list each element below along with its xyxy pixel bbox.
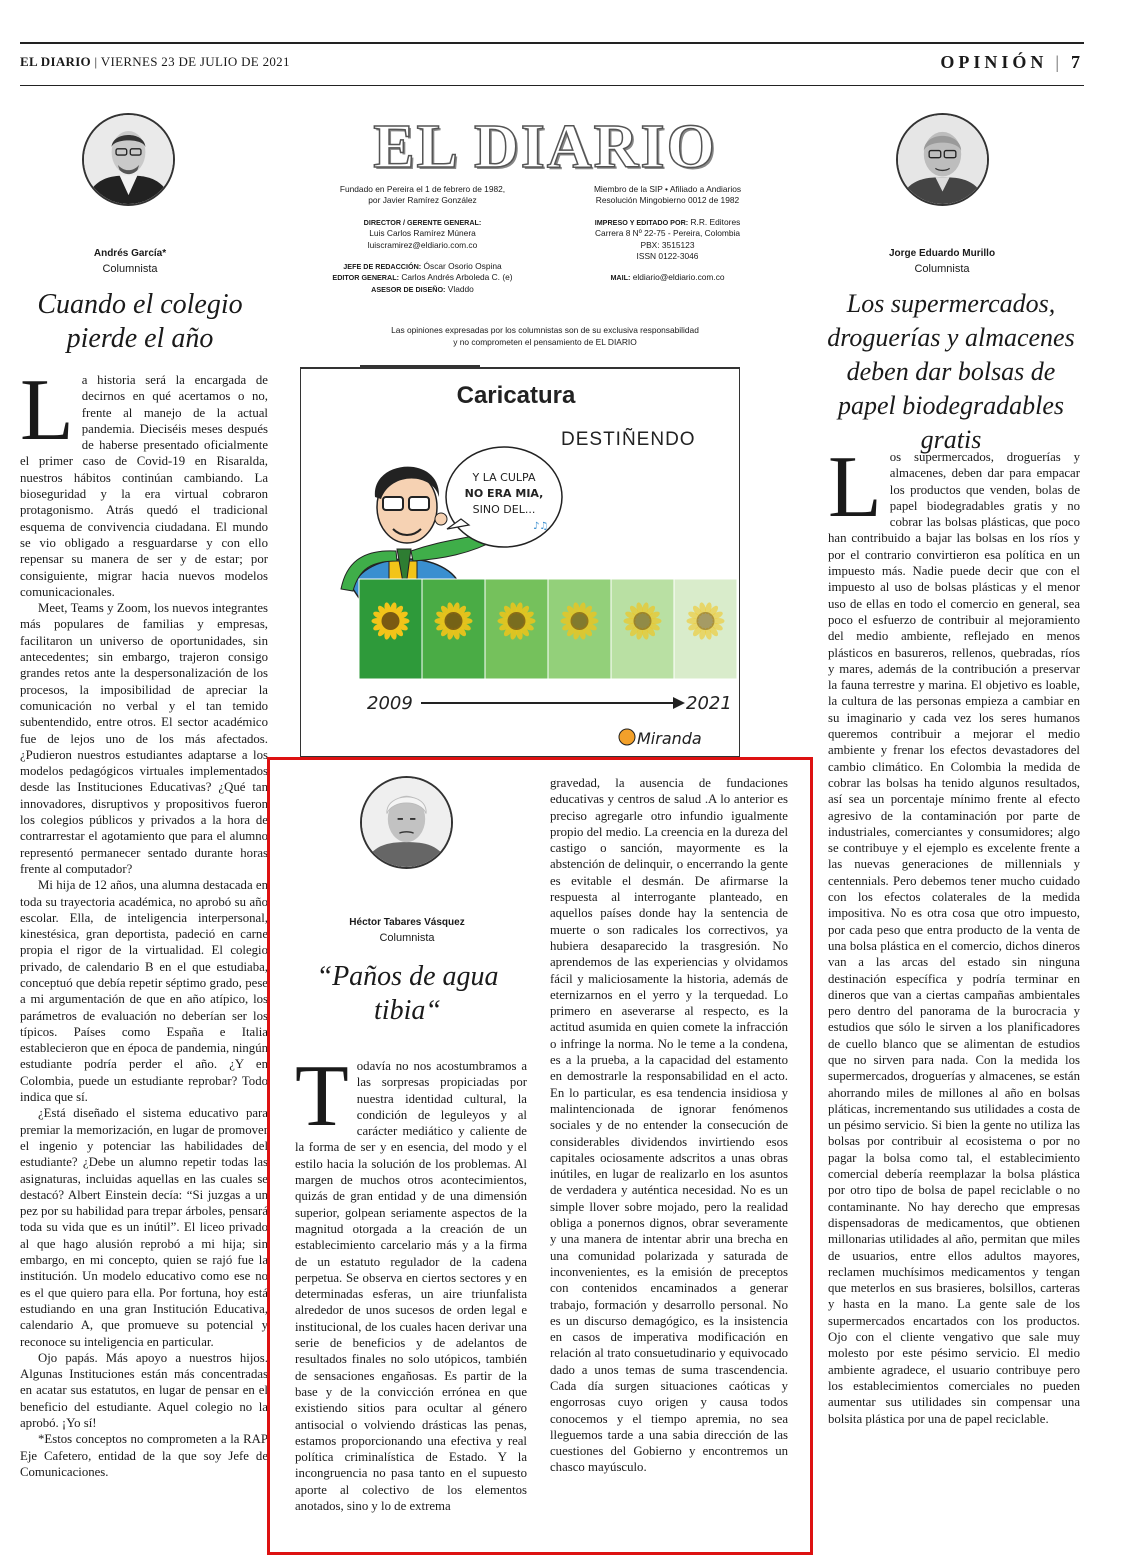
disclaimer xyxy=(300,324,790,348)
sunflower-icon xyxy=(508,612,526,630)
page-header-bar xyxy=(20,42,1084,86)
paragraph: Ojo papás. Más apoyo a nuestros hijos. Algunas Instituciones están más concentradas en acatar sus estatutos, en lugar de pensar en el beneficio del estudiante. Aquel colegio no la aprobó. ¡Yo sí! xyxy=(20,1350,268,1430)
speech-line-1: Y LA CULPA xyxy=(472,471,536,484)
issn: ISSN 0122-3046 xyxy=(636,251,699,262)
cartoon-signature: Miranda xyxy=(637,729,702,748)
paragraph: *Estos conceptos no comprometen a la RAP Eje Cafetero, entidad de la que soy Jefe de Comunicaciones. xyxy=(20,1432,268,1479)
paragraph: ¿Está diseñado el sistema educativo para premiar la memorización, en lugar de promover el ingenio y potenciar las habilidades del estudiante? ¿Debe un alumno repetir todas las asignaturas, incluidas aquellas en las cuales se destacó? Albert Einstein decía: “Si juzgas a un pez por su habilidad para trepar árboles, pensará toda su vida que es un inútil”. El liceo privado al que hago alusión reprobó a mi hija; sin embargo, en mi concepto, quien se rajó fue la institución. Un modelo educativo como ese no es el que quiero para ella. Por fortuna, hoy está estudiando en una gran Institución Educativa, calendario A, que promueve su potencial y reconoce su inteligencia en particular. xyxy=(20,1106,268,1349)
cartoon-box xyxy=(300,367,740,757)
header-divider: | xyxy=(94,54,101,69)
design-name: Vladdo xyxy=(447,283,474,294)
author-photo-center xyxy=(360,776,453,869)
founded-line-2: por Javier Ramírez González xyxy=(368,195,477,206)
design-label: ASESOR DE DISEÑO: xyxy=(371,284,446,294)
headline-center: “Paños de agua tibia“ xyxy=(316,961,499,1026)
cartoon-section-title: Caricatura xyxy=(456,382,576,409)
paragraph: Mi hija de 12 años, una alumna destacada en toda su trayectoria académica, no aprobó su año escolar. Ella, de inteligencia interpersonal, kinestésica, gran deportista, padeció en carne propia el rigor de la virtualidad. El colegio privado, de calendario B en el que estudiaba, conceptuó que debía repetir séptimo grado, pese a mi argumentación de que en año atípico, los parámetros de evaluación no deberían ser los típicos. Países como España e Italia establecieron que en época de pandemia, ningún estudiante podría perder el año. ¿Y en Colombia, puede un estudiante reprobar? Todo indica que sí. xyxy=(20,878,268,1105)
printed-label: IMPRESO Y EDITADO POR: xyxy=(594,217,689,227)
year-end: 2021 xyxy=(686,693,732,714)
author-name-center: Héctor Tabares Vásquez xyxy=(349,917,465,928)
year-start: 2009 xyxy=(367,693,413,714)
author-name-left: Andrés García* xyxy=(93,248,167,259)
paragraph: gravedad, la ausencia de fundaciones educativas y centros de salud .A lo anterior es preciso agregarle otro infundio igualmente propio del medio. La creencia en la dureza del castigo o sanción, mayormente es la abstención de delinquir, o encerrando la gente es evitable el desmán. De afirmarse la respuesta al interrogante planteado, en aquellos países donde hay la sentencia de muerte o son radicales los correctivos, ya hubiera desaparecido la trasgresión. No aprendemos de las experiencias y olvidamos fácil y maliciosamente la historia, además de eternizarnos en el yerro y la terquedad. Lo primero en aseverarse al respecto, es la actitud asumida en quien comete la infracción o infringe la norma. No le teme a la condena, es a la prueba, a la capacidad del estamento en demostrarle la responsabilidad en el acto. En lo particular, es esa tendencia insidiosa y malintencionada de ignorar fenómenos sociales y de no entender la consecución de considerables dividendos invirtiendo esos capitales ociosamente adscritos a unas obras inútiles, en lugar de realizarlo en los asuntos de verdadera y auténtica necesidad. No es un simple llover sobre mojado, pero la realidad obliga a ponernos dignos, obrar severamente y una manera de intentar abrir una brecha en una comunidad polarizada y saturada de inconvenientes, es la emisión de preceptos con contenidos encaminados a generar trabajo, formación y desarrollo personal. No es un discurso demagógico, es la insistencia en casos de imperativa modificación en relación al trato consuetudinario y equivocado dado a unos temas de suma trascendencia. Cada día surgen situaciones caóticas y engorrosas cuyo origen y causa todos conocemos y el tiempo apremia, no sea lleguemos tarde a una sabia dirección de las cuestiones del Gobierno y encontremos un chasco mayúsculo. xyxy=(550,776,788,1475)
paragraph: Meet, Teams y Zoom, los nuevos integrantes más populares de familias y empresas, facilitaron un universo de oportunidades, sin antecedentes; sin embargo, trajeron consigo grandes retos ante la despersonalización de los procesos, la imposibilidad de apreciar la comunicación no verbal y el tan temido subentendido, entre otros. El sector académico fue de lejos uno de los más afectados. ¿Pudieron nuestros estudiantes adaptarse a los modelos pedagógicos virtuales implementados desde las Instituciones Educativas? ¿Qué tan innovadores, disruptivos y propositivos fueron los colegios públicos y privados a la hora de contrarrestar el agotamiento que para el alumno representó permanecer sentado durante horas frente al computador? xyxy=(20,601,268,876)
author-photo-right xyxy=(896,113,989,206)
article-center-col-1 xyxy=(295,1048,527,1528)
disclaimer-line-1: Las opiniones expresadas por los columnistas son de su exclusiva responsabilidad xyxy=(391,325,699,335)
author-role-right: Columnista xyxy=(914,263,970,275)
speech-line-2: NO ERA MIA, xyxy=(464,487,544,500)
author-role-left: Columnista xyxy=(102,263,158,275)
author-photo-left xyxy=(82,113,175,206)
sunflower-icon xyxy=(382,612,400,630)
masthead-logo: EL DIARIO xyxy=(373,113,717,181)
director-email: luiscramirez@eldiario.com.co xyxy=(367,239,478,250)
mail-label: MAIL: xyxy=(610,273,631,283)
sunflower-icon xyxy=(571,612,589,630)
author-name-right: Jorge Eduardo Murillo xyxy=(888,248,996,259)
page-number: 7 xyxy=(1071,52,1084,72)
printed-value: R.R. Editores xyxy=(690,216,741,227)
headline-right: Los supermercados, droguerías y almacenes deben dar bolsas de papel biodegradables gratis xyxy=(827,289,1075,454)
issue-date: VIERNES 23 DE JULIO DE 2021 xyxy=(100,54,290,69)
header-right xyxy=(940,52,1084,73)
editor-name: Carlos Andrés Arboleda C. (e) xyxy=(401,272,513,283)
article-right-body xyxy=(828,439,1080,1549)
section-name: OPINIÓN xyxy=(940,52,1048,72)
speech-bubble xyxy=(446,447,562,547)
author-photo-center-image xyxy=(362,778,451,867)
pbx: PBX: 3515123 xyxy=(640,239,695,250)
masthead-left-block xyxy=(300,184,545,295)
author-role-center: Columnista xyxy=(379,932,435,944)
masthead-right-block xyxy=(545,184,790,284)
cartoon-illustration xyxy=(301,369,738,755)
author-photo-left-image xyxy=(84,115,173,204)
sunflower-icon xyxy=(634,612,652,630)
dropcap-right: L xyxy=(828,439,882,536)
dropcap-center: T xyxy=(295,1048,349,1145)
founded-line-1: Fundado en Pereira el 1 de febrero de 1982, xyxy=(339,184,506,194)
headline-left: Cuando el colegio pierde el año xyxy=(37,289,243,354)
member-line-2: Resolución Mingobierno 0012 de 1982 xyxy=(595,195,740,206)
author-photo-right-image xyxy=(898,115,987,204)
jefe-label: JEFE DE REDACCIÓN: xyxy=(343,262,422,272)
cartoon-top-rule xyxy=(360,365,480,367)
member-line-1: Miembro de la SIP • Afiliado a Andiarios xyxy=(593,184,742,194)
sunflower-icon xyxy=(697,612,715,630)
signature-icon xyxy=(619,729,635,745)
music-notes-icon: ♪♫ xyxy=(533,521,549,532)
paragraph: a historia será la encargada de decirnos en qué acertamos o no, frente al manejo de la actual pandemia. Dieciséis meses después de haberse presentado oficialmente el primer caso de Covid-19 en Risaralda, nuestros hábitos continúan cambiando. La bioseguridad y la era virtual cobraron protagonismo. Atrás quedó el tradicional esquema de convivencia ciudadana. El mundo se vio obligado a resguardarse y con ello repensar su manera de ser y de estar; por consiguiente, migrar hacia nuevos modelos comunicacionales. xyxy=(20,373,268,599)
director-name: Luis Carlos Ramírez Múnera xyxy=(369,228,476,239)
timeline-arrowhead xyxy=(673,697,685,709)
header-divider-right: | xyxy=(1055,52,1063,72)
color-panels xyxy=(359,579,737,679)
cartoon-title: DESTIÑENDO xyxy=(561,429,696,450)
editor-label: EDITOR GENERAL: xyxy=(332,273,399,283)
address: Carrera 8 Nº 22-75 - Pereira, Colombia xyxy=(594,228,741,239)
paper-name: EL DIARIO xyxy=(20,54,91,69)
director-label: DIRECTOR / GERENTE GENERAL: xyxy=(363,217,482,227)
article-center-col-2 xyxy=(550,775,788,1525)
paragraph: os supermercados, droguerías y almacenes, deben dar para empacar los productos que venden, bolas de papel biodegradables gratis y no cobrar las bolsas plásticas, que poco han contribuido a bajar las bolsas en los ríos y por el contrario convirtieron esa política en un impuesto más. Nadie puede decir que con el impuesto al uso de bolsas plásticas y el menor uso de ellas en todo el comercio en general, sea poco el esfuerzo de contribuir al mejoramiento del medio ambiente, reflejado en menos plásticos en basureros, rellenos, quebradas, ríos y mares, además de la contribución a preservar la fauna terrestre y marina. El objetivo es loable, la cultura de las personas empieza a cambiar en su imaginario y cada vez los seres humanos queremos contribuir a mejorar el medio ambiente y frenar los efectos devastadores del cambio climático. En Colombia la medida de cobrar las bolsas ha tenido algunos resultados, así sea un porcentaje mínimo frente al efecto agresivo de la contaminación por parte de industriales, comerciantes y consumidores; algo se contribuye y el ejemplo es excelente frente a las nuevas generaciones de millennials y centennials. Pero debemos tener mucho cuidado con los efectos colaterales de la medida impositiva. No es otra cosa que otro impuesto, por cada peso que entra producto de la venta de una bolsa plástica en el comercio, dichos dineros van a las arcas del estado sin ninguna destinación específica y podría terminar en dineros que van a ciertas campañas ambientales pero dentro del panorama de la burocracia y estudios que sólo le sirven a los planificadores de cuello blanco que se alimentan de estudios que no sirven para nada. Con la medida los supermercados, droguerías y almacenes, se están ahorrando miles de millones al año en bolsas pláticas, incrementando sus utilidades a costa de un pésimo servicio. Si bien la gente no utiliza las bolsas por contribuir al ecosistema o por no pagar la bolsa como tal, el establecimiento comercial debería reemplazar la bolsa plástica por otro tipo de bolsa de papel reciclable o no contaminante. No hay derecho que empresas dispensadoras de medicamentos, que obtienen millonarias utilidades al año, permitan que miles de usuarios, entre ellos adultos mayores, reclamen muchísimos medicamentos y tengan que meterlos en sus brasieres, bolsillos, carteras y hasta en la mano. La gente sale de los supermercados encartados con los productos. Ojo con el cliente vengativo que sale muy molesto por este pésimo servicio. El medio ambiente agradece, el usuario contribuye pero los establecimientos comerciales no pueden aumentar sus utilidades sin compensar una bolsita plástica por una de papel reciclable. xyxy=(828,450,1080,1426)
jefe-name: Óscar Osorio Ospina xyxy=(423,261,502,272)
header-left xyxy=(20,54,290,70)
speech-line-3: SINO DEL... xyxy=(472,503,536,516)
dropcap-left: L xyxy=(20,362,74,459)
disclaimer-line-2: y no comprometen el pensamiento de EL DIARIO xyxy=(453,337,637,347)
masthead xyxy=(300,112,790,357)
sunflower-icon xyxy=(445,612,463,630)
article-left-body xyxy=(20,362,268,1532)
paragraph: odavía no nos acostumbramos a las sorpresas propiciadas por nuestra identidad cultural, la condición de leguleyos y al carácter mediático y caliente de la forma de ser y en esencia, del modo y el estilo hacia la solución de los problemas. Al margen de muchos otros acontecimientos, quizás de gran entidad y de una dimensión superior, golpean seriamente aspectos de la magnitud otorgada a la creación de un establecimiento carcelario más y a la firma de un estatuto regulador de la cadena perpetua. Se observa en ciertos sectores y en determinadas esferas, un aire triunfalista alrededor de unos sucesos de orden legal e institucional, de los cuales hacen derivar una serie de beneficios y de adelantos de resultados finales no solo utópicos, también de sensaciones engañosas. Es partir de la base y de la convicción errónea en que existiendo sitios para ocultar al género antisocial o volviendo drásticas las penas, estamos proporcionando una efectiva y real política criminalística de Estado. Y la incongruencia no pasa tanto en el supuesto aporte al colectivo de los elementos anotados, sino y lo de extrema xyxy=(295,1059,527,1514)
mail-address: eldiario@eldiario.com.co xyxy=(632,272,725,283)
